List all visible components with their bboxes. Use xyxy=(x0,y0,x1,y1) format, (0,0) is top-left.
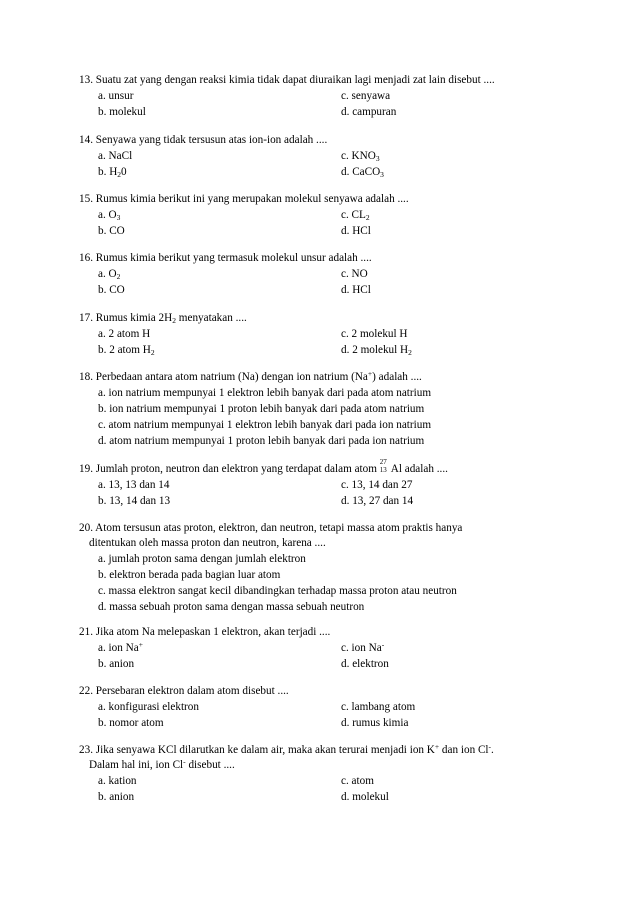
option-a: a. jumlah proton sama dengan jumlah elektron xyxy=(98,553,306,565)
question-21 xyxy=(79,625,579,672)
question-16 xyxy=(79,251,579,298)
question-13-stem: 13. Suatu zat yang dengan reaksi kimia tidak dapat diuraikan lagi menjadi zat lain disebut .... xyxy=(79,74,495,86)
option-a: a. ion natrium mempunyai 1 elektron lebih banyak dari pada atom natrium xyxy=(98,387,432,399)
option-c: c. 2 molekul H xyxy=(341,328,408,340)
option-b: b. 13, 14 dan 13 xyxy=(98,495,171,507)
option-c: c. massa elektron sangat kecil dibandingkan terhadap massa proton atau neutron xyxy=(98,585,457,597)
question-22 xyxy=(79,684,579,731)
question-16-stem: 16. Rumus kimia berikut yang termasuk molekul unsur adalah .... xyxy=(79,252,372,264)
option-a: a. 2 atom H xyxy=(98,328,151,340)
option-a: a. 13, 13 dan 14 xyxy=(98,479,170,491)
question-21-stem: 21. Jika atom Na melepaskan 1 elektron, akan terjadi .... xyxy=(79,626,331,638)
option-d: d. HCl xyxy=(341,284,371,296)
option-d: d. campuran xyxy=(341,106,397,118)
option-b: b. 2 atom $H_2$ xyxy=(98,344,155,357)
option-d: d. HCl xyxy=(341,225,371,237)
option-a: a. ion Na+ xyxy=(98,640,143,654)
option-b: b. elektron berada pada bagian luar atom xyxy=(98,569,281,581)
option-a: a. NaCl xyxy=(98,150,133,162)
question-17-stem: 17. Rumus kimia $2H_2$ menyatakan .... xyxy=(79,312,247,325)
option-c: c. senyawa xyxy=(341,90,391,102)
question-15-stem: 15. Rumus kimia berikut ini yang merupakan molekul senyawa adalah .... xyxy=(79,193,409,205)
option-c: c. $CL_2$ xyxy=(341,209,370,222)
option-c: c. atom xyxy=(341,775,374,787)
question-23-stem: 23. Jika senyawa KCl dilarutkan ke dalam air, maka akan terurai menjadi ion K+ dan ion Cl-. xyxy=(79,742,494,756)
option-b: b. CO xyxy=(98,225,125,237)
option-b: b. ion natrium mempunyai 1 proton lebih banyak dari pada atom natrium xyxy=(98,403,425,415)
option-b: b. $H_20$ xyxy=(98,166,127,179)
option-b: b. anion xyxy=(98,658,135,670)
question-20-stem: 20. Atom tersusun atas proton, elektron, dan neutron, tetapi massa atom praktis hanya xyxy=(79,522,463,534)
question-20 xyxy=(79,521,579,615)
question-20-stem-continuation: ditentukan oleh massa proton dan neutron, karena .... xyxy=(89,537,326,549)
question-14-stem: 14. Senyawa yang tidak tersusun atas ion-ion adalah .... xyxy=(79,134,328,146)
question-18 xyxy=(79,370,579,449)
option-b: b. nomor atom xyxy=(98,717,164,729)
question-17 xyxy=(79,311,579,358)
question-19-stem: 19. Jumlah proton, neutron dan elektron yang terdapat dalam atom 27 13 Al adalah .... xyxy=(79,458,448,475)
question-19 xyxy=(79,458,579,509)
option-c: c. 13, 14 dan 27 xyxy=(341,479,413,491)
question-22-stem: 22. Persebaran elektron dalam atom disebut .... xyxy=(79,685,289,697)
aluminium-nuclide-notation: 27 13 xyxy=(379,458,387,474)
option-a: a. $O_3$ xyxy=(98,209,121,222)
option-d: d. atom natrium mempunyai 1 proton lebih banyak dari pada ion natrium xyxy=(98,435,425,447)
option-d: d. 2 molekul $H_2$ xyxy=(341,344,412,357)
question-23 xyxy=(79,743,579,805)
option-c: c. NO xyxy=(341,268,368,280)
option-d: d. massa sebuah proton sama dengan massa sebuah neutron xyxy=(98,601,365,613)
option-d: d. molekul xyxy=(341,791,389,803)
option-a: a. unsur xyxy=(98,90,134,102)
option-a: a. kation xyxy=(98,775,137,787)
option-c: c. $KNO_3$ xyxy=(341,150,380,163)
option-d: d. CaCO$_3$ xyxy=(341,166,384,179)
question-13 xyxy=(79,73,579,120)
question-14 xyxy=(79,133,579,180)
option-b: b. CO xyxy=(98,284,125,296)
option-d: d. 13, 27 dan 14 xyxy=(341,495,414,507)
question-23-stem-continuation: Dalam hal ini, ion Cl- disebut .... xyxy=(89,757,235,771)
question-18-stem: 18. Perbedaan antara atom natrium (Na) dengan ion natrium (Na+) adalah .... xyxy=(79,369,422,383)
option-b: b. anion xyxy=(98,791,135,803)
option-c: c. lambang atom xyxy=(341,701,416,713)
option-c: c. atom natrium mempunyai 1 elektron lebih banyak dari pada ion natrium xyxy=(98,419,432,431)
option-c: c. ion Na- xyxy=(341,640,385,654)
option-b: b. molekul xyxy=(98,106,146,118)
option-a: a. konfigurasi elektron xyxy=(98,701,199,713)
option-d: d. rumus kimia xyxy=(341,717,409,729)
option-a: a. $O_2$ xyxy=(98,268,121,281)
option-d: d. elektron xyxy=(341,658,389,670)
question-15 xyxy=(79,192,579,239)
